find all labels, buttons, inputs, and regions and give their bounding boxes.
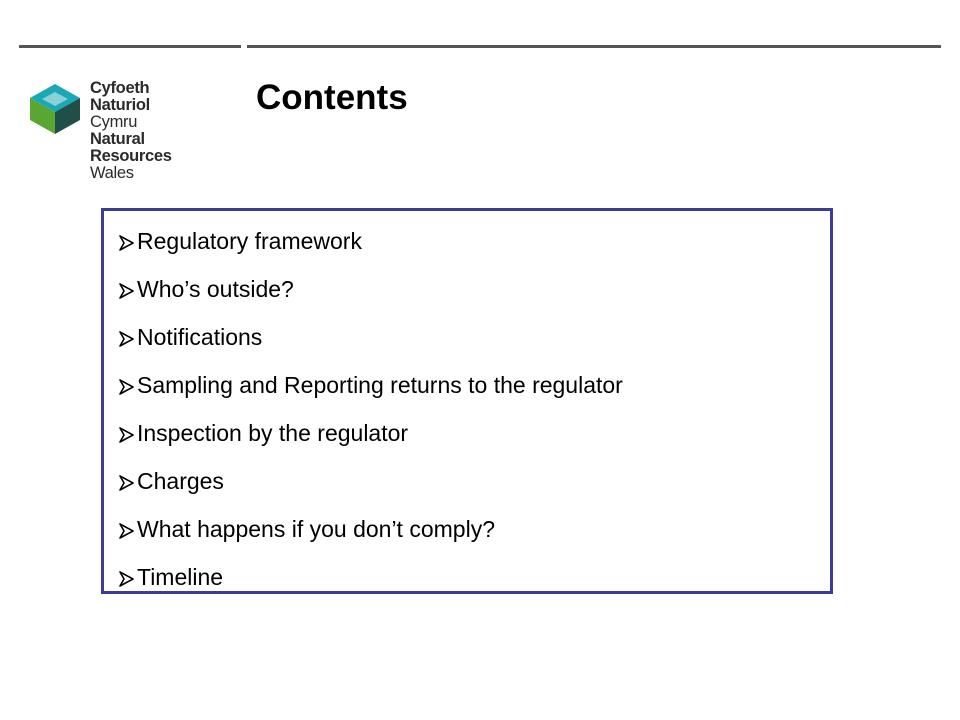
list-item — [118, 217, 623, 265]
arrow-bullet-icon — [118, 474, 136, 492]
arrow-bullet-icon — [118, 282, 136, 300]
list-item — [118, 313, 623, 361]
list-item — [118, 505, 623, 553]
arrow-bullet-icon — [118, 378, 136, 396]
logo-wordmark — [90, 80, 172, 182]
arrow-bullet-icon — [118, 330, 136, 348]
header-rule-left — [19, 45, 241, 48]
arrow-bullet-icon — [118, 570, 136, 588]
contents-list — [118, 217, 623, 601]
list-item — [118, 361, 623, 409]
list-item-label: Inspection by the regulator — [137, 420, 409, 446]
list-item — [118, 409, 623, 457]
logo-line-6: Wales — [90, 164, 134, 182]
list-item-label: Notifications — [137, 324, 263, 350]
logo-line-2: Naturiol — [90, 96, 150, 114]
arrow-bullet-icon — [118, 426, 136, 444]
list-item — [118, 457, 623, 505]
list-item-label: Timeline — [137, 564, 224, 590]
list-item-label: Sampling and Reporting returns to the regulator — [137, 372, 623, 398]
list-item-label: What happens if you don’t comply? — [137, 516, 495, 542]
header-rule-right — [247, 45, 941, 48]
list-item — [118, 265, 623, 313]
list-item-label: Who’s outside? — [137, 276, 294, 302]
arrow-bullet-icon — [118, 522, 136, 540]
organisation-logo — [28, 80, 188, 190]
arrow-bullet-icon — [118, 234, 136, 252]
contents-box — [101, 208, 833, 594]
logo-line-1: Cyfoeth — [90, 79, 150, 97]
list-item — [118, 553, 623, 601]
page-title: Contents — [256, 78, 408, 117]
list-item-label: Regulatory framework — [137, 228, 362, 254]
logo-line-3: Cymru — [90, 113, 138, 131]
logo-mark-icon — [28, 82, 82, 136]
list-item-label: Charges — [137, 468, 224, 494]
logo-line-5: Resources — [90, 147, 172, 165]
logo-line-4: Natural — [90, 130, 145, 148]
